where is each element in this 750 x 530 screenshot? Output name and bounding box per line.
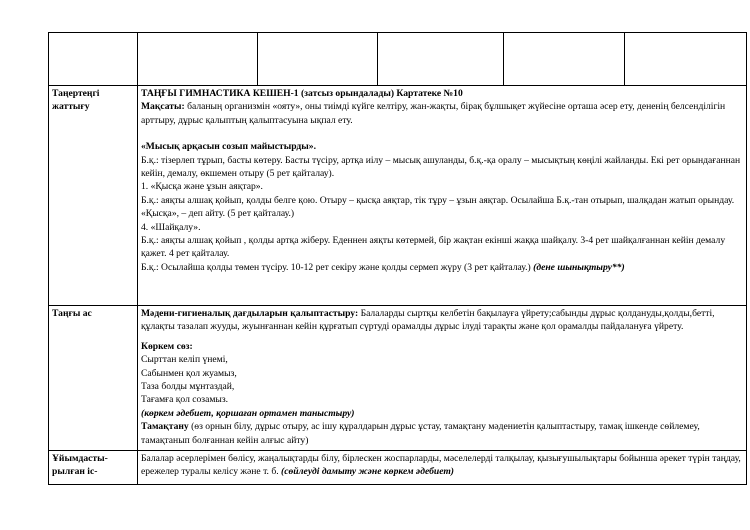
- meal-text: [141, 420, 743, 447]
- poem-line: Сабынмен қол жуамыз,: [141, 367, 237, 379]
- plan-table: [48, 32, 747, 485]
- poem-line: Сырттан келіп үнемі,: [141, 354, 228, 366]
- gym-line: Б.қ.: аяқты алшақ қойып , қолды артқа жіберу. Еденнен аяқты көтермей, бір жақтан екінші жаққа шайқалу. 3-4 рет шайқалғаннан кейін демалу қажет. 4 рет қайталау.: [141, 235, 726, 260]
- organized-row: [49, 451, 747, 485]
- purpose-label: Мақсаты:: [141, 101, 185, 113]
- gym-line: Б.қ.: тізерлеп тұрып, басты көтеру. Басты түсіру, артқа иілу – мысық ашуланды, б.қ.-қа оралу – мысықтың көңілі жайланды. Екі рет орындағаннан кейін, демалу, өкшемен отыру (5 рет қайталау).: [141, 154, 741, 180]
- morning-gym-content: [138, 86, 747, 306]
- gym-title: ТАҢҒЫ ГИМНАСТИКА КЕШЕН-1 (затсыз орындалады) Картатеке №10: [141, 88, 463, 99]
- header-cell-day: [138, 33, 258, 86]
- organized-subject-tag: (сөйлеуді дамыту және көркем әдебиет): [281, 466, 454, 478]
- breakfast-label: Таңғы ас: [49, 306, 138, 451]
- breakfast-content: [138, 306, 747, 451]
- poem-title: Көркем сөз:: [141, 340, 193, 352]
- header-cell-empty: [49, 33, 138, 86]
- header-cell-day: [258, 33, 378, 86]
- organized-label: Ұйымдасты-рылған іс-: [49, 451, 138, 485]
- hygiene-text: [141, 307, 743, 334]
- organized-body: Балалар әсерлерімен бөлісу, жаңалықтарды білу, бірлескен жоспарларды, мәселелерді талқылау, қызығушылықтары бойынша әрекет түрін таңдау, ережелер туралы келісу және т. б.: [141, 453, 741, 478]
- poem-line: Таза болды мұнтаздай,: [141, 381, 235, 393]
- morning-gym-label: Таңертеңгі жаттығу: [49, 86, 138, 306]
- organized-text: [141, 452, 743, 479]
- gym-line: 1. «Қысқа және ұзын аяқтар».: [141, 181, 263, 193]
- gym-line: Б.қ.: аяқты алшақ қойып, қолды белге қою. Отыру – қысқа аяқтар, тік тұру – ұзын аяқтар. Осылайша Б.қ.-тан отырып, шалқадан жатып орындау. «Қысқа», – деп айту. (5 рет қайталау.): [141, 194, 735, 220]
- breakfast-row: [49, 306, 747, 451]
- hygiene-label: Мәдени-гигиеналық дағдыларын қалыптастыру:: [141, 308, 359, 319]
- exercise-title: «Мысық арқасын созып майыстырды».: [141, 141, 316, 153]
- poem-line: Тағамға қол созамыз.: [141, 394, 229, 406]
- hygiene-body: Балаларды сыртқы келбетін бақылауға үйрету;сабынды дұрыс қолдануды,қолды,бетті, құлақты тазалап жууды, жуынғаннан кейін құрғатып сүртуді орамалды дұрыс ілуді тарақты және қол орамалды пайдалануға үйрету.: [141, 308, 715, 333]
- gym-last-text: Б.қ.: Осылайша қолды төмен түсіру. 10-12 рет секіру және қолды сермеп жүру (3 рет қайталау.): [141, 261, 534, 273]
- header-row: [49, 33, 747, 86]
- header-cell-day: [504, 33, 625, 86]
- gym-subject-tag: (дене шынықтыру**): [533, 261, 625, 273]
- gym-line: 4. «Шайқалу».: [141, 221, 201, 233]
- gym-last-line: [141, 261, 743, 274]
- meal-body: (өз орнын білу, дұрыс отыру, ас ішу құралдарын дұрыс ұстау, тамақтану мәдениетін қалыптастыру, тамақ ішкенде сөйлемеу, тамақтанып болғаннан кейін алғыс айту): [141, 421, 700, 446]
- meal-label: Тамақтану: [141, 421, 189, 433]
- organized-content: [138, 451, 747, 485]
- header-cell-day: [625, 33, 747, 86]
- morning-gym-row: [49, 86, 747, 306]
- header-cell-day: [378, 33, 504, 86]
- gym-purpose: [141, 100, 743, 127]
- poem-subject-tag: (көркем әдебиет, қоршаған ортамен таныстыру): [141, 407, 355, 419]
- purpose-text: баланың организмін «ояту», оны тиімді күйге келтіру, жан-жақты, бірақ бұлшықет жүйесіне орташа әсер ету, дененің белсенділігін арттыру, дұрыс қалыптың қалыптасуына ықпал ету.: [141, 101, 726, 126]
